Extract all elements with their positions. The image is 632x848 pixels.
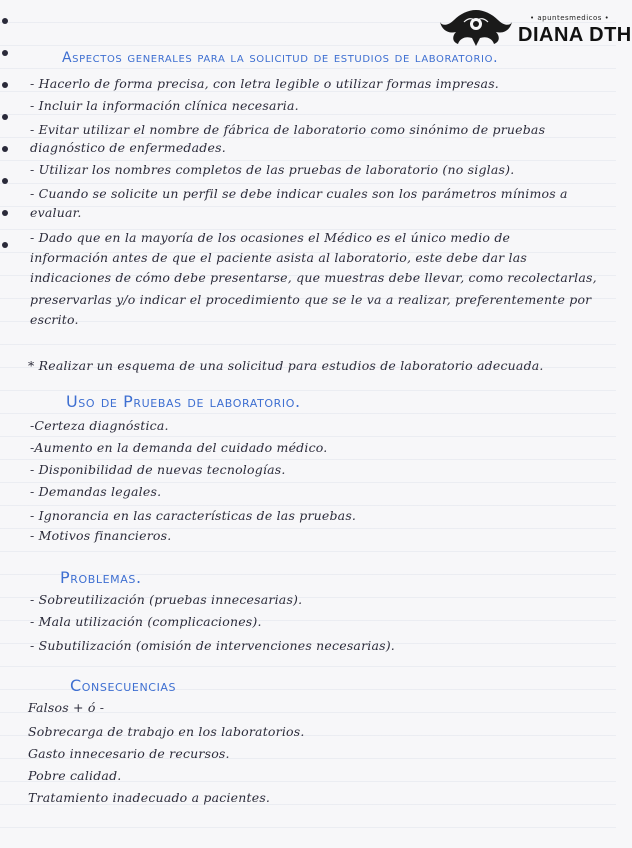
section-title-uso: Uso de Pruebas de laboratorio. xyxy=(66,392,301,411)
note-line: - Dado que en la mayoría de los ocasiones el Médico es el único medio de xyxy=(30,230,511,245)
note-line: Tratamiento inadecuado a pacientes. xyxy=(28,790,271,805)
note-line: -Aumento en la demanda del cuidado médico. xyxy=(30,440,328,455)
note-line: - Ignorancia en las características de las pruebas. xyxy=(30,508,357,523)
note-line: * Realizar un esquema de una solicitud para estudios de laboratorio adecuada. xyxy=(28,358,544,373)
note-line: - Hacerlo de forma precisa, con letra legible o utilizar formas impresas. xyxy=(30,76,499,91)
note-line: - Disponibilidad de nuevas tecnologías. xyxy=(30,462,286,477)
note-line: Sobrecarga de trabajo en los laboratorios. xyxy=(28,724,305,739)
note-line: - Demandas legales. xyxy=(30,484,162,499)
section-title-consecuencias: Consecuencias xyxy=(70,676,177,695)
note-line: preservarlas y/o indicar el procedimiento que se le va a realizar, preferentemente por xyxy=(30,292,592,307)
note-line: evaluar. xyxy=(30,205,82,220)
note-line: indicaciones de cómo debe presentarse, que muestras debe llevar, como recolectarlas, xyxy=(30,270,597,285)
binder-hole xyxy=(2,18,8,24)
note-line: - Motivos financieros. xyxy=(30,528,172,543)
note-line: Falsos + ó - xyxy=(28,700,105,715)
binder-hole xyxy=(2,82,8,88)
note-line: - Utilizar los nombres completos de las pruebas de laboratorio (no siglas). xyxy=(30,162,515,177)
binder-holes xyxy=(0,0,14,848)
section-title-aspectos: Aspectos generales para la solicitud de estudios de laboratorio. xyxy=(62,50,499,66)
note-line: - Mala utilización (complicaciones). xyxy=(30,614,262,629)
binder-hole xyxy=(2,178,8,184)
note-line: información antes de que el paciente asista al laboratorio, este debe dar las xyxy=(30,250,527,265)
binder-hole xyxy=(2,114,8,120)
note-line: - Subutilización (omisión de intervenciones necesarias). xyxy=(30,638,395,653)
note-line: - Sobreutilización (pruebas innecesarias). xyxy=(30,592,303,607)
binder-hole xyxy=(2,146,8,152)
note-line: Gasto innecesario de recursos. xyxy=(28,746,230,761)
binder-hole xyxy=(2,210,8,216)
note-line: -Certeza diagnóstica. xyxy=(30,418,169,433)
note-line: - Cuando se solicite un perfil se debe indicar cuales son los parámetros mínimos a xyxy=(30,186,568,201)
note-line: - Evitar utilizar el nombre de fábrica de laboratorio como sinónimo de pruebas xyxy=(30,122,546,137)
note-line: escrito. xyxy=(30,312,79,327)
section-title-problemas: Problemas. xyxy=(60,568,142,587)
ornament-icon xyxy=(438,6,514,48)
brand-name: DIANA DTH xyxy=(518,24,632,46)
brand-tagline: • apuntesmedicos • xyxy=(530,14,610,22)
note-line: diagnóstico de enfermedades. xyxy=(30,140,226,155)
brand-logo xyxy=(438,6,632,50)
note-line: Pobre calidad. xyxy=(28,768,122,783)
binder-hole xyxy=(2,50,8,56)
note-line: - Incluir la información clínica necesaria. xyxy=(30,98,299,113)
binder-hole xyxy=(2,242,8,248)
